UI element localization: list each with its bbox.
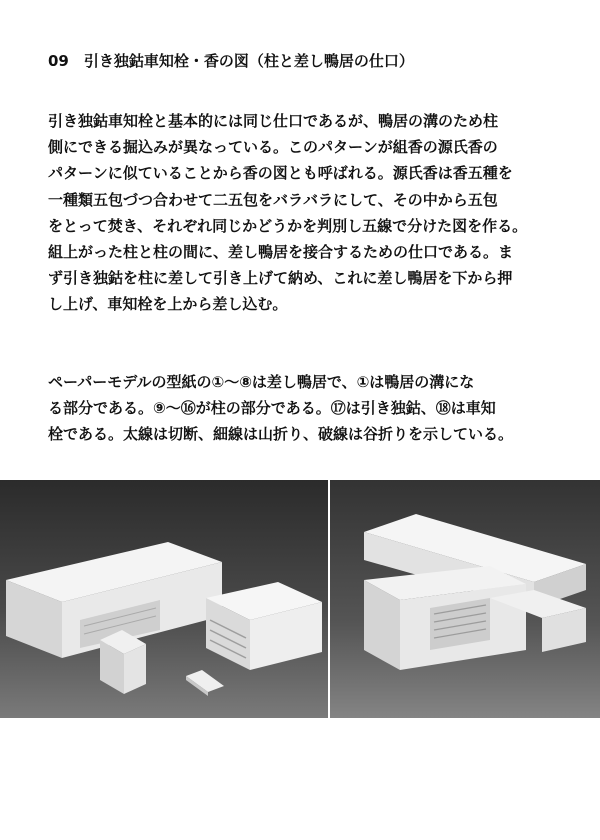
description-paragraph	[48, 108, 568, 318]
disassembled-joint-model-image	[0, 480, 328, 718]
assembled-joint-model-image	[330, 480, 600, 718]
paragraph-line: パターンに似ていることから香の図とも呼ばれる。源氏香は香五種を	[48, 164, 513, 183]
paragraph-line: 栓である。太線は切断、細線は山折り、破線は谷折りを示している。	[48, 425, 514, 444]
paragraph-line: 組上がった柱と柱の間に、差し鴨居を接合するための仕口である。ま	[48, 242, 514, 261]
paragraph-line: 引き独鈷車知栓と基本的には同じ仕口であるが、鴨居の溝のため柱	[48, 112, 499, 130]
photo-area	[0, 480, 600, 718]
paragraph-line: をとって焚き、それぞれ同じかどうかを判別し五線で分けた図を作る。	[48, 216, 528, 235]
paragraph-line: し上げ、車知栓を上から差し込む。	[48, 295, 288, 314]
assembled-joint-photo	[330, 480, 600, 718]
paragraph-line: 側にできる掘込みが異なっている。このパターンが組香の源氏香の	[48, 138, 498, 157]
section-heading: 09 引き独鈷車知栓・香の図（柱と差し鴨居の仕口）	[48, 52, 414, 70]
disassembled-joint-photo	[0, 480, 328, 718]
paper-model-paragraph	[48, 369, 568, 448]
paragraph-line: 一種類五包づつ合わせて二五包をバラバラにして、その中から五包	[48, 190, 498, 209]
paragraph-line: ず引き独鈷を柱に差して引き上げて納め、これに差し鴨居を下から押	[48, 269, 513, 288]
paragraph-line: る部分である。⑨～⑯が柱の部分である。⑰は引き独鈷、⑱は車知	[48, 399, 496, 418]
paragraph-line: ペーパーモデルの型紙の①～⑧は差し鴨居で、①は鴨居の溝にな	[48, 373, 475, 391]
